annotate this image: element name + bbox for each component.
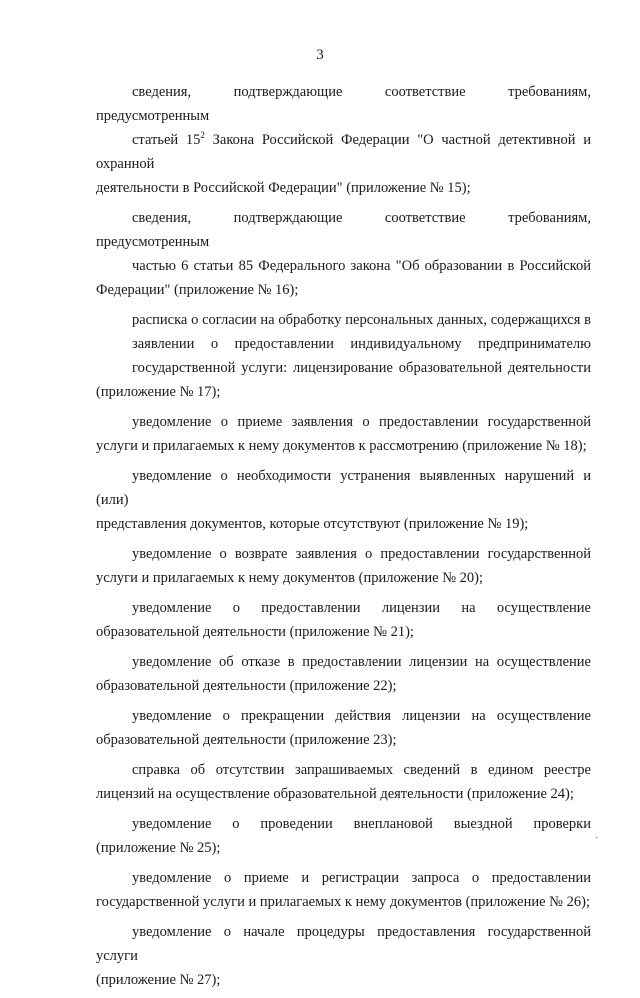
- paragraph-4: [96, 410, 591, 458]
- paragraph-9-line-2: образовательной деятельности (приложение 23);: [96, 732, 397, 748]
- paragraph-6-line-2: услуги и прилагаемых к нему документов (приложение № 20);: [96, 570, 484, 586]
- paragraph-2-line-3: Федерации" (приложение № 16);: [96, 282, 299, 298]
- document-body: [96, 80, 591, 998]
- paragraph-8-line-2: образовательной деятельности (приложение 22);: [96, 678, 397, 694]
- paragraph-1-line-3: деятельности в Российской Федерации" (приложение № 15);: [96, 180, 471, 196]
- paragraph-7-line-2: образовательной деятельности (приложение № 21);: [96, 624, 414, 640]
- paragraph-13-line-1: уведомление о начале процедуры предоставления государственной услуги: [96, 924, 591, 964]
- superscript: 2: [200, 130, 205, 141]
- paragraph-3-line-2: заявлении о предоставлении индивидуальному предпринимателю: [132, 336, 591, 352]
- paragraph-1: [96, 80, 591, 200]
- page-number: 3: [316, 47, 324, 63]
- paragraph-2: [96, 206, 591, 302]
- paragraph-1-line-1: сведения, подтверждающие соответствие требованиям, предусмотренным: [96, 84, 591, 124]
- paragraph-4-line-1: уведомление о приеме заявления о предоставлении государственной: [132, 414, 591, 430]
- paragraph-11-line-1: уведомление о проведении внеплановой выездной проверки: [132, 816, 591, 832]
- paragraph-6: [96, 542, 591, 590]
- scan-mark: ·: [595, 833, 599, 844]
- paragraph-13-line-2: (приложение № 27);: [96, 972, 221, 988]
- paragraph-6-line-1: уведомление о возврате заявления о предоставлении государственной: [132, 546, 591, 562]
- paragraph-2-line-1: сведения, подтверждающие соответствие требованиям, предусмотренным: [96, 210, 591, 250]
- paragraph-10-line-2: лицензий на осуществление образовательной деятельности (приложение 24);: [96, 786, 574, 802]
- paragraph-4-line-2: услуги и прилагаемых к нему документов к рассмотрению (приложение № 18);: [96, 438, 587, 454]
- paragraph-5: [96, 464, 591, 536]
- paragraph-9: [96, 704, 591, 752]
- paragraph-8: [96, 650, 591, 698]
- paragraph-7-line-1: уведомление о предоставлении лицензии на осуществление: [132, 600, 591, 616]
- paragraph-3-line-3: государственной услуги: лицензирование образовательной деятельности: [132, 360, 591, 376]
- paragraph-11-line-2: (приложение № 25);: [96, 840, 221, 856]
- paragraph-5-line-2: представления документов, которые отсутствуют (приложение № 19);: [96, 516, 529, 532]
- paragraph-11: [96, 812, 591, 860]
- paragraph-3-line-1: расписка о согласии на обработку персональных данных, содержащихся в: [132, 312, 591, 328]
- paragraph-10-line-1: справка об отсутствии запрашиваемых сведений в едином реестре: [132, 762, 591, 778]
- paragraph-9-line-1: уведомление о прекращении действия лицензии на осуществление: [132, 708, 591, 724]
- paragraph-5-line-1: уведомление о необходимости устранения выявленных нарушений и (или): [96, 468, 591, 508]
- paragraph-12-line-2: государственной услуги и прилагаемых к нему документов (приложение № 26);: [96, 894, 590, 910]
- paragraph-12: [96, 866, 591, 914]
- paragraph-2-line-2: частью 6 статьи 85 Федерального закона "Об образовании в Российской: [132, 258, 591, 274]
- paragraph-13: [96, 920, 591, 992]
- paragraph-12-line-1: уведомление о приеме и регистрации запроса о предоставлении: [132, 870, 591, 886]
- paragraph-3: [96, 308, 591, 404]
- paragraph-1-line-2-start: статьей 15: [132, 132, 201, 148]
- paragraph-8-line-1: уведомление об отказе в предоставлении лицензии на осуществление: [132, 654, 591, 670]
- paragraph-10: [96, 758, 591, 806]
- paragraph-7: [96, 596, 591, 644]
- paragraph-1-line-2-end: Закона Российской Федерации "О частной детективной и охранной: [96, 132, 591, 172]
- paragraph-3-line-4: (приложение № 17);: [96, 384, 221, 400]
- paragraph-1-line-2: [96, 128, 591, 176]
